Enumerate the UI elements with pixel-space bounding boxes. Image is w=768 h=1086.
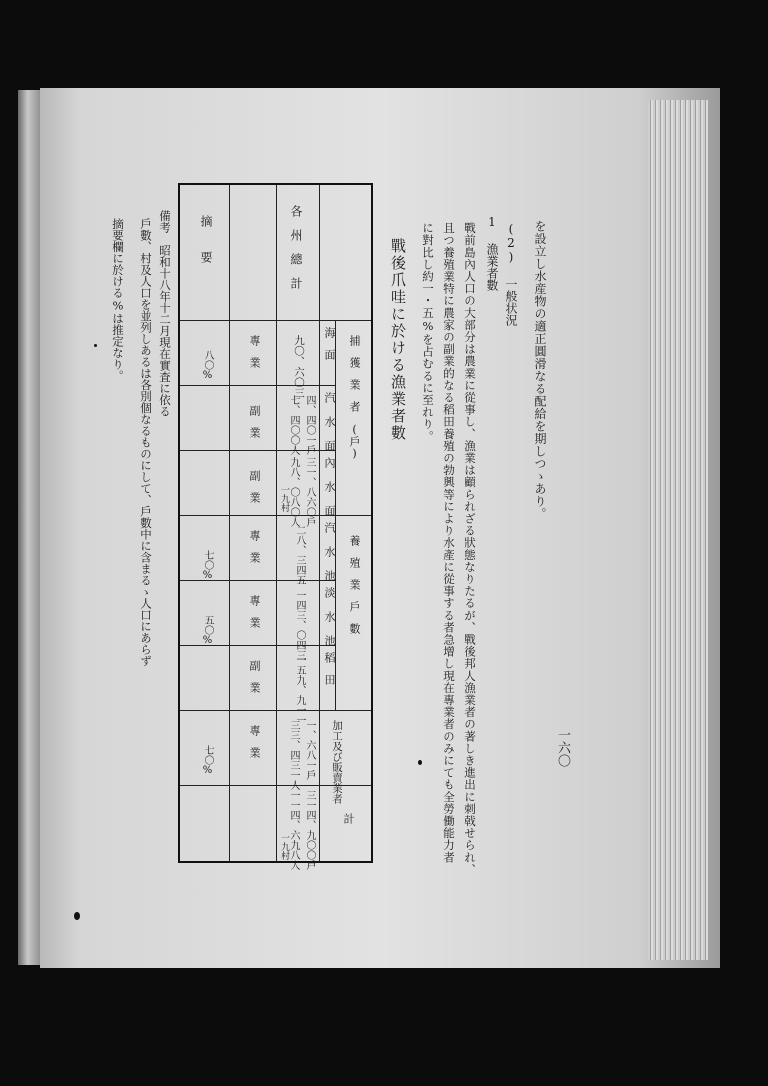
notes-line-2: 摘要欄に於ける%は推定なり。: [111, 218, 125, 382]
table-rule: [180, 320, 371, 321]
continuation-line: を設立し水産物の適正圓滑なる配給を期しつゝあり。: [533, 220, 547, 520]
subheader-inland: 內 水 面: [323, 457, 336, 516]
header-processing: 加工及び販賣業者: [331, 720, 343, 804]
total-sea: 九〇、六〇三: [293, 335, 305, 398]
summary-fresh-pond-pct: 五〇%: [202, 615, 213, 646]
row-label-summary: 摘 要: [199, 215, 213, 263]
table-title: 戰後爪哇に於ける漁業者數: [389, 238, 407, 442]
fishery-table: [178, 183, 373, 870]
ink-speck: [74, 912, 80, 920]
header-culture: 養 殖 業 戶 數: [348, 535, 361, 634]
summary-brackish-pond: 專 業: [248, 530, 261, 563]
total-overall-persons: 一一四、六九八人: [288, 790, 299, 870]
table-rule: [276, 185, 277, 861]
total-processing-households: 一、六八一戶: [304, 720, 315, 780]
table-rule: [180, 385, 335, 386]
notes-heading: 備考 昭和十八年十二月現在實査に依る: [158, 210, 172, 417]
table-rule: [319, 185, 320, 861]
total-paddy: 一五九、九一一: [294, 655, 305, 725]
summary-paddy: 副 業: [248, 660, 261, 693]
total-overall-villages: 一九村: [279, 833, 289, 860]
total-processing-persons: 三三、四三一人: [288, 720, 299, 790]
subheader-paddy: 稻 田: [323, 652, 336, 685]
paragraph-line-2: 且つ養殖業特に農家の副業的なる稻田養殖の勃興等により水產に從事する者急增し現在專業者のみにても全勞働能力者: [442, 222, 456, 864]
paragraph-line-1: 戰前島內人口の大部分は農業に從事し、漁業は顧られざる狀態なりたるが、戰後邦人漁業者の著しき進出に刺戟せられ、: [463, 222, 477, 876]
total-brackish-households: 四、四〇一戶: [304, 395, 315, 455]
summary-processing: 專 業: [248, 725, 261, 758]
paragraph-line-3: に對比し約一・五%を占むるに至れり。: [421, 222, 435, 443]
subsection-heading: 1 漁業者數: [485, 215, 499, 291]
header-total: 計: [342, 813, 355, 824]
subheader-brackish-pond: 汽 水 池: [323, 522, 336, 581]
total-fresh-pond: 一四三、〇四三: [294, 590, 305, 660]
page-number: 一六〇: [555, 728, 570, 767]
table-rule: [180, 515, 371, 516]
summary-fresh-pond: 專 業: [248, 595, 261, 628]
summary-sea-pct: 八〇%: [202, 350, 213, 381]
total-overall-households: 三一四、九〇〇戶: [304, 790, 315, 870]
ink-speck: [94, 344, 97, 347]
summary-brackish-pond-pct: 七〇%: [202, 550, 213, 581]
summary-processing-pct: 七〇%: [202, 745, 213, 776]
ink-speck: [418, 760, 422, 765]
notes-line-1: 戶數、村及人口を並列しあるは各別個なるものにして、戶數中に含まるゝ人口にあらず: [139, 218, 153, 667]
table-rule: [229, 185, 230, 861]
header-capture: 捕 獲 業 者 (戶): [348, 335, 361, 460]
subheader-sea: 海 面: [323, 327, 336, 360]
section-heading: (2) 一般状況: [504, 222, 518, 326]
summary-brackish: 副 業: [248, 405, 261, 438]
summary-sea: 專 業: [248, 335, 261, 368]
page-edges: [648, 100, 708, 960]
subheader-brackish: 汽 水 面: [323, 392, 336, 451]
total-inland-persons: 九八、〇八〇人: [288, 457, 299, 527]
total-inland-households: 三一、八六〇戶: [304, 457, 315, 527]
subheader-fresh-pond: 淡 水 池: [323, 587, 336, 646]
total-brackish-persons: 七、四〇〇人: [288, 395, 299, 455]
total-inland-villages: 一九村: [279, 485, 289, 512]
row-label-total: 各 州 總 計: [289, 205, 303, 289]
book-spine: [18, 90, 42, 965]
summary-inland: 副 業: [248, 470, 261, 503]
total-brackish-pond: 二八、三四五: [294, 525, 305, 585]
table-rule: [180, 710, 371, 711]
